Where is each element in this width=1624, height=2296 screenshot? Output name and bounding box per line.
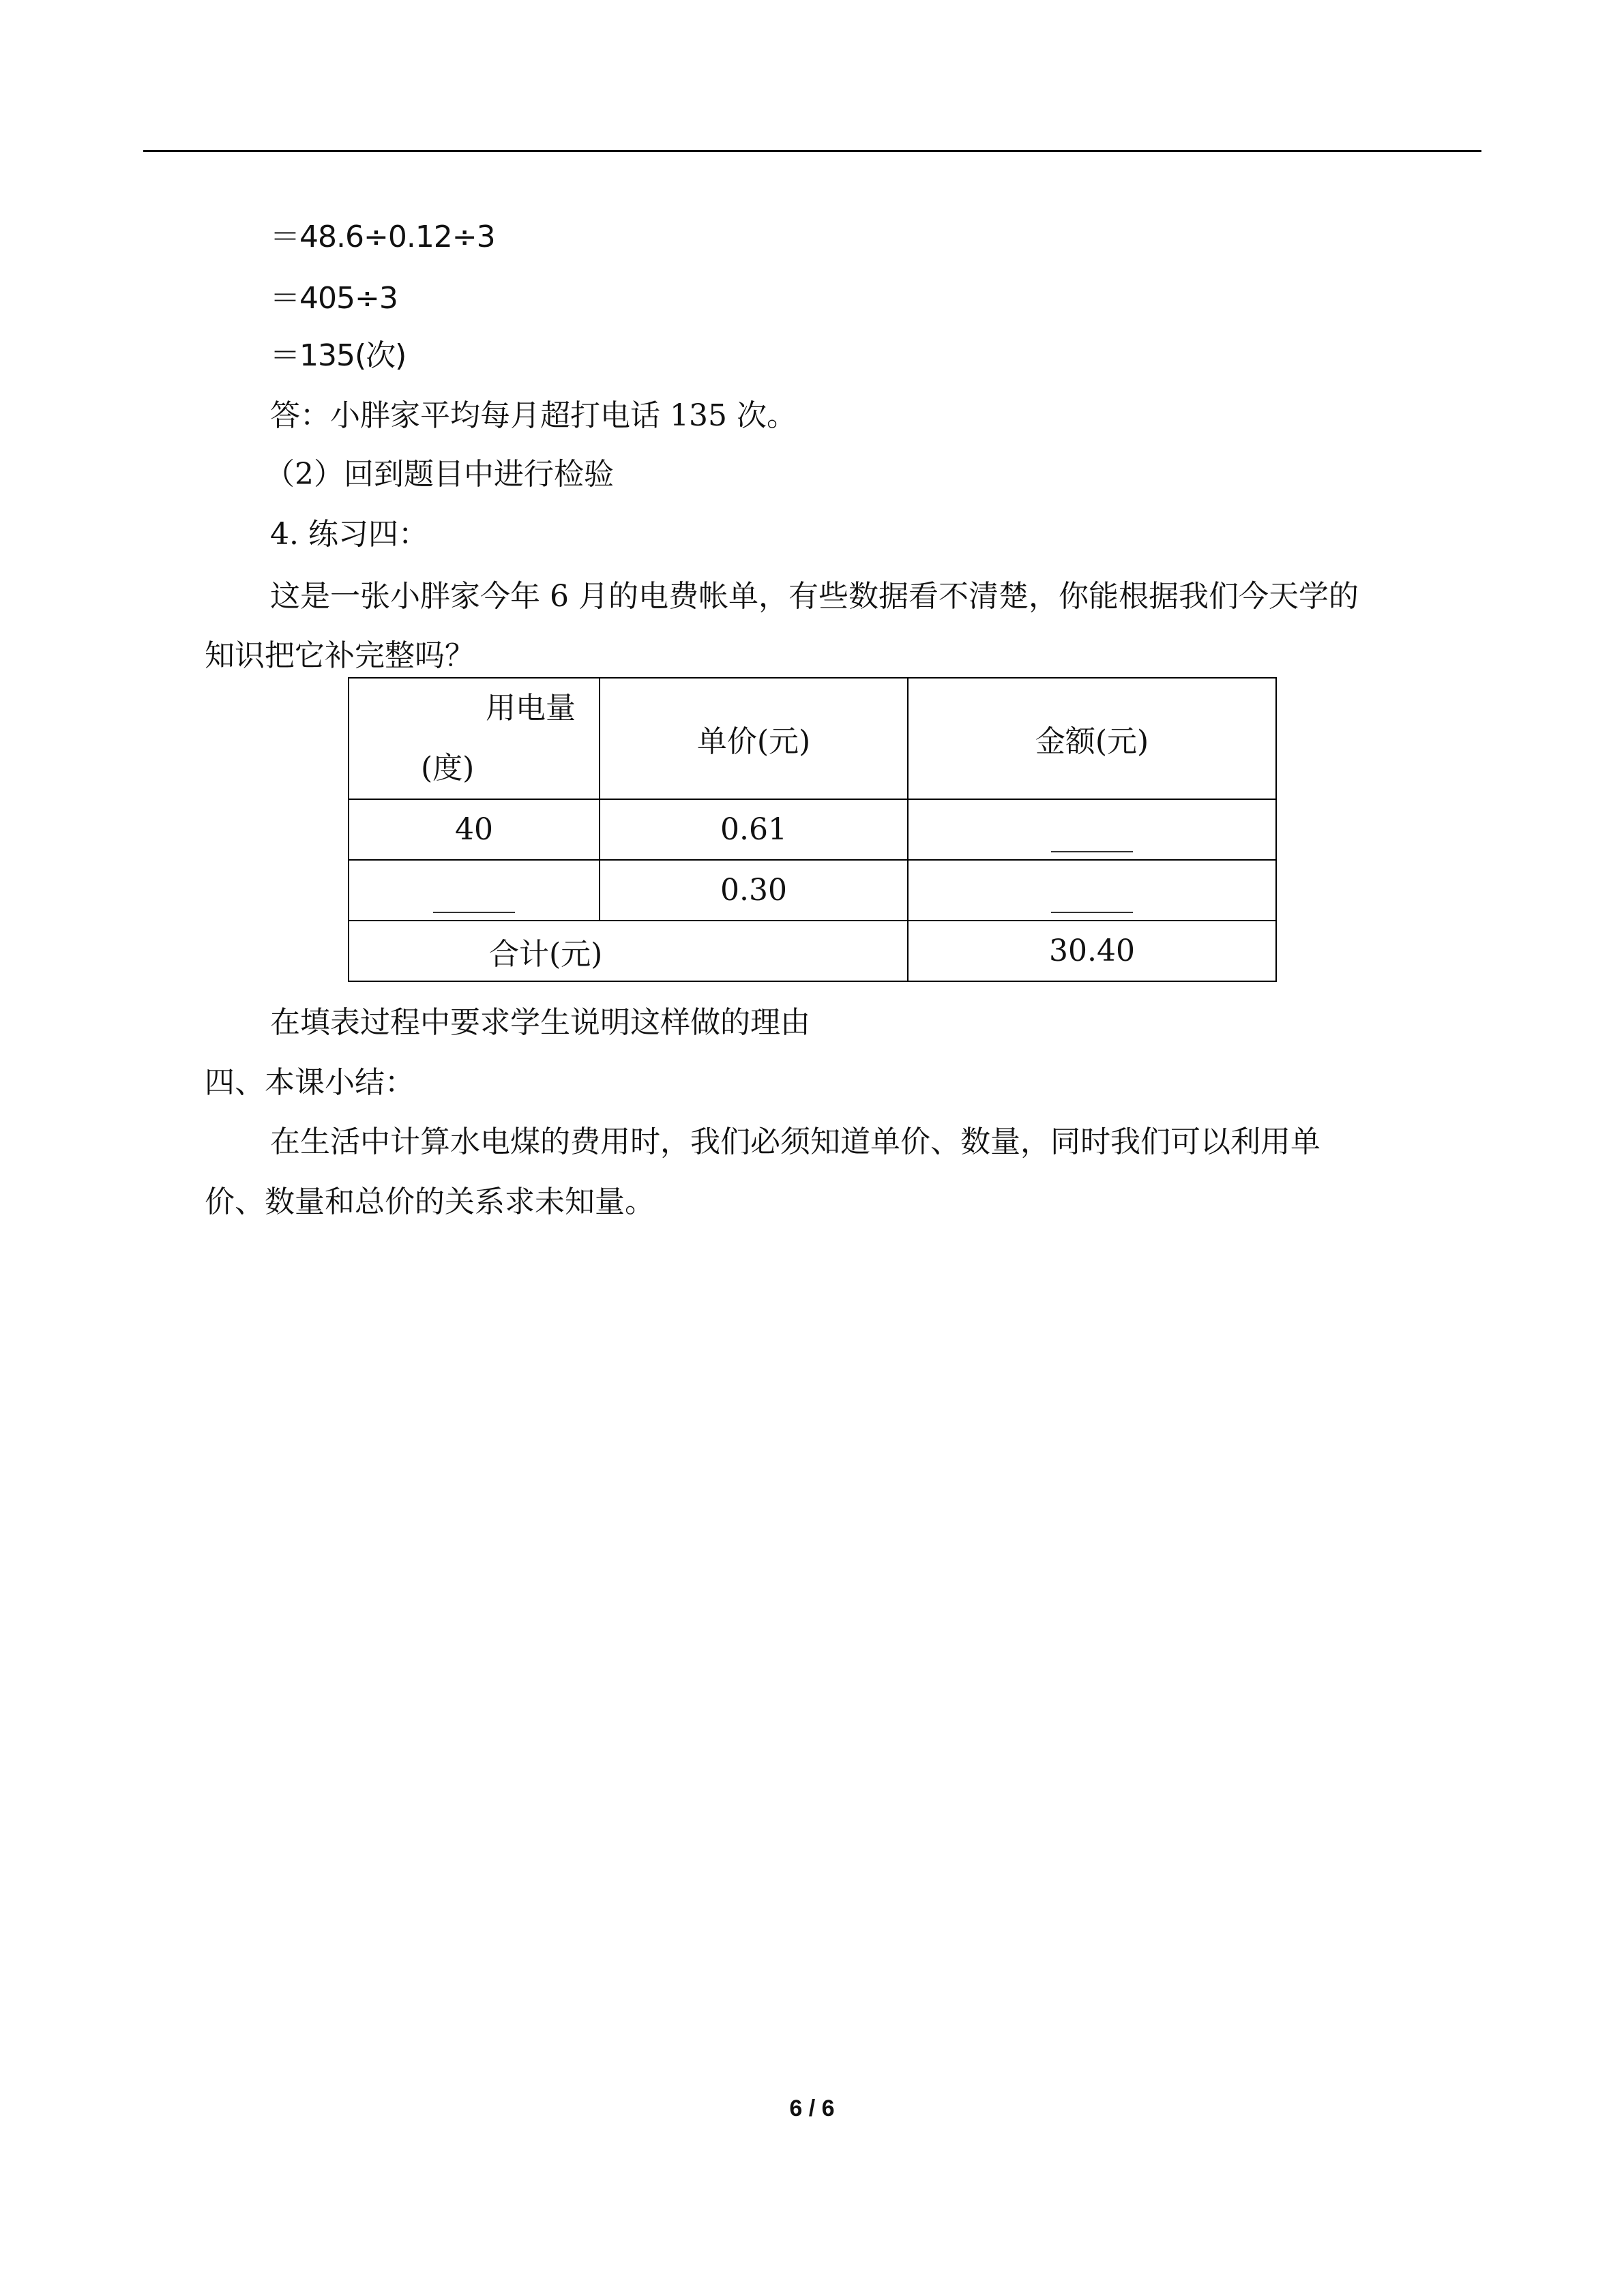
check-line: （2）回到题目中进行检验 (265, 457, 614, 492)
calc-line-1: ＝48.6÷0.12÷3 (270, 220, 495, 254)
blank-field[interactable] (433, 882, 515, 913)
header-amount: 金额(元) (908, 678, 1276, 799)
calc-line-2: ＝405÷3 (270, 281, 398, 316)
total-label-text: 合计(元) (489, 936, 603, 972)
blank-field[interactable] (1051, 882, 1133, 913)
blank-field[interactable] (1051, 821, 1133, 852)
answer-line: 答：小胖家平均每月超打电话 135 次。 (270, 398, 797, 433)
summary-heading: 四、本课小结： (205, 1065, 415, 1100)
exercise-heading: 4. 练习四： (270, 517, 428, 552)
electricity-bill-table (348, 677, 1277, 982)
after-table-line: 在填表过程中要求学生说明这样做的理由 (270, 1005, 810, 1040)
header-usage-line2: (度) (421, 751, 475, 786)
prompt-line-1: 这是一张小胖家今年 6 月的电费帐单，有些数据看不清楚，你能根据我们今天学的 (270, 579, 1359, 614)
table-row (349, 799, 1276, 860)
row1-amount-cell (908, 799, 1276, 860)
row2-usage-cell (349, 860, 600, 921)
summary-line-1: 在生活中计算水电煤的费用时，我们必须知道单价、数量，同时我们可以利用单 (270, 1124, 1320, 1159)
header-price: 单价(元) (600, 678, 908, 799)
row1-price: 0.61 (600, 799, 908, 860)
header-usage-line1: 用电量 (486, 691, 576, 726)
row2-amount-cell (908, 860, 1276, 921)
header-usage (349, 678, 600, 799)
total-label (349, 921, 908, 981)
page-number: 6 / 6 (789, 2096, 835, 2121)
table-header-row (349, 678, 1276, 799)
row1-usage: 40 (349, 799, 600, 860)
summary-line-2: 价、数量和总价的关系求未知量。 (205, 1184, 655, 1219)
prompt-line-2: 知识把它补完整吗？ (205, 638, 475, 673)
header-rule (143, 150, 1481, 152)
calc-line-3: ＝135(次) (270, 338, 407, 373)
table-total-row (349, 921, 1276, 981)
total-value: 30.40 (908, 921, 1276, 981)
table-row (349, 860, 1276, 921)
row2-price: 0.30 (600, 860, 908, 921)
